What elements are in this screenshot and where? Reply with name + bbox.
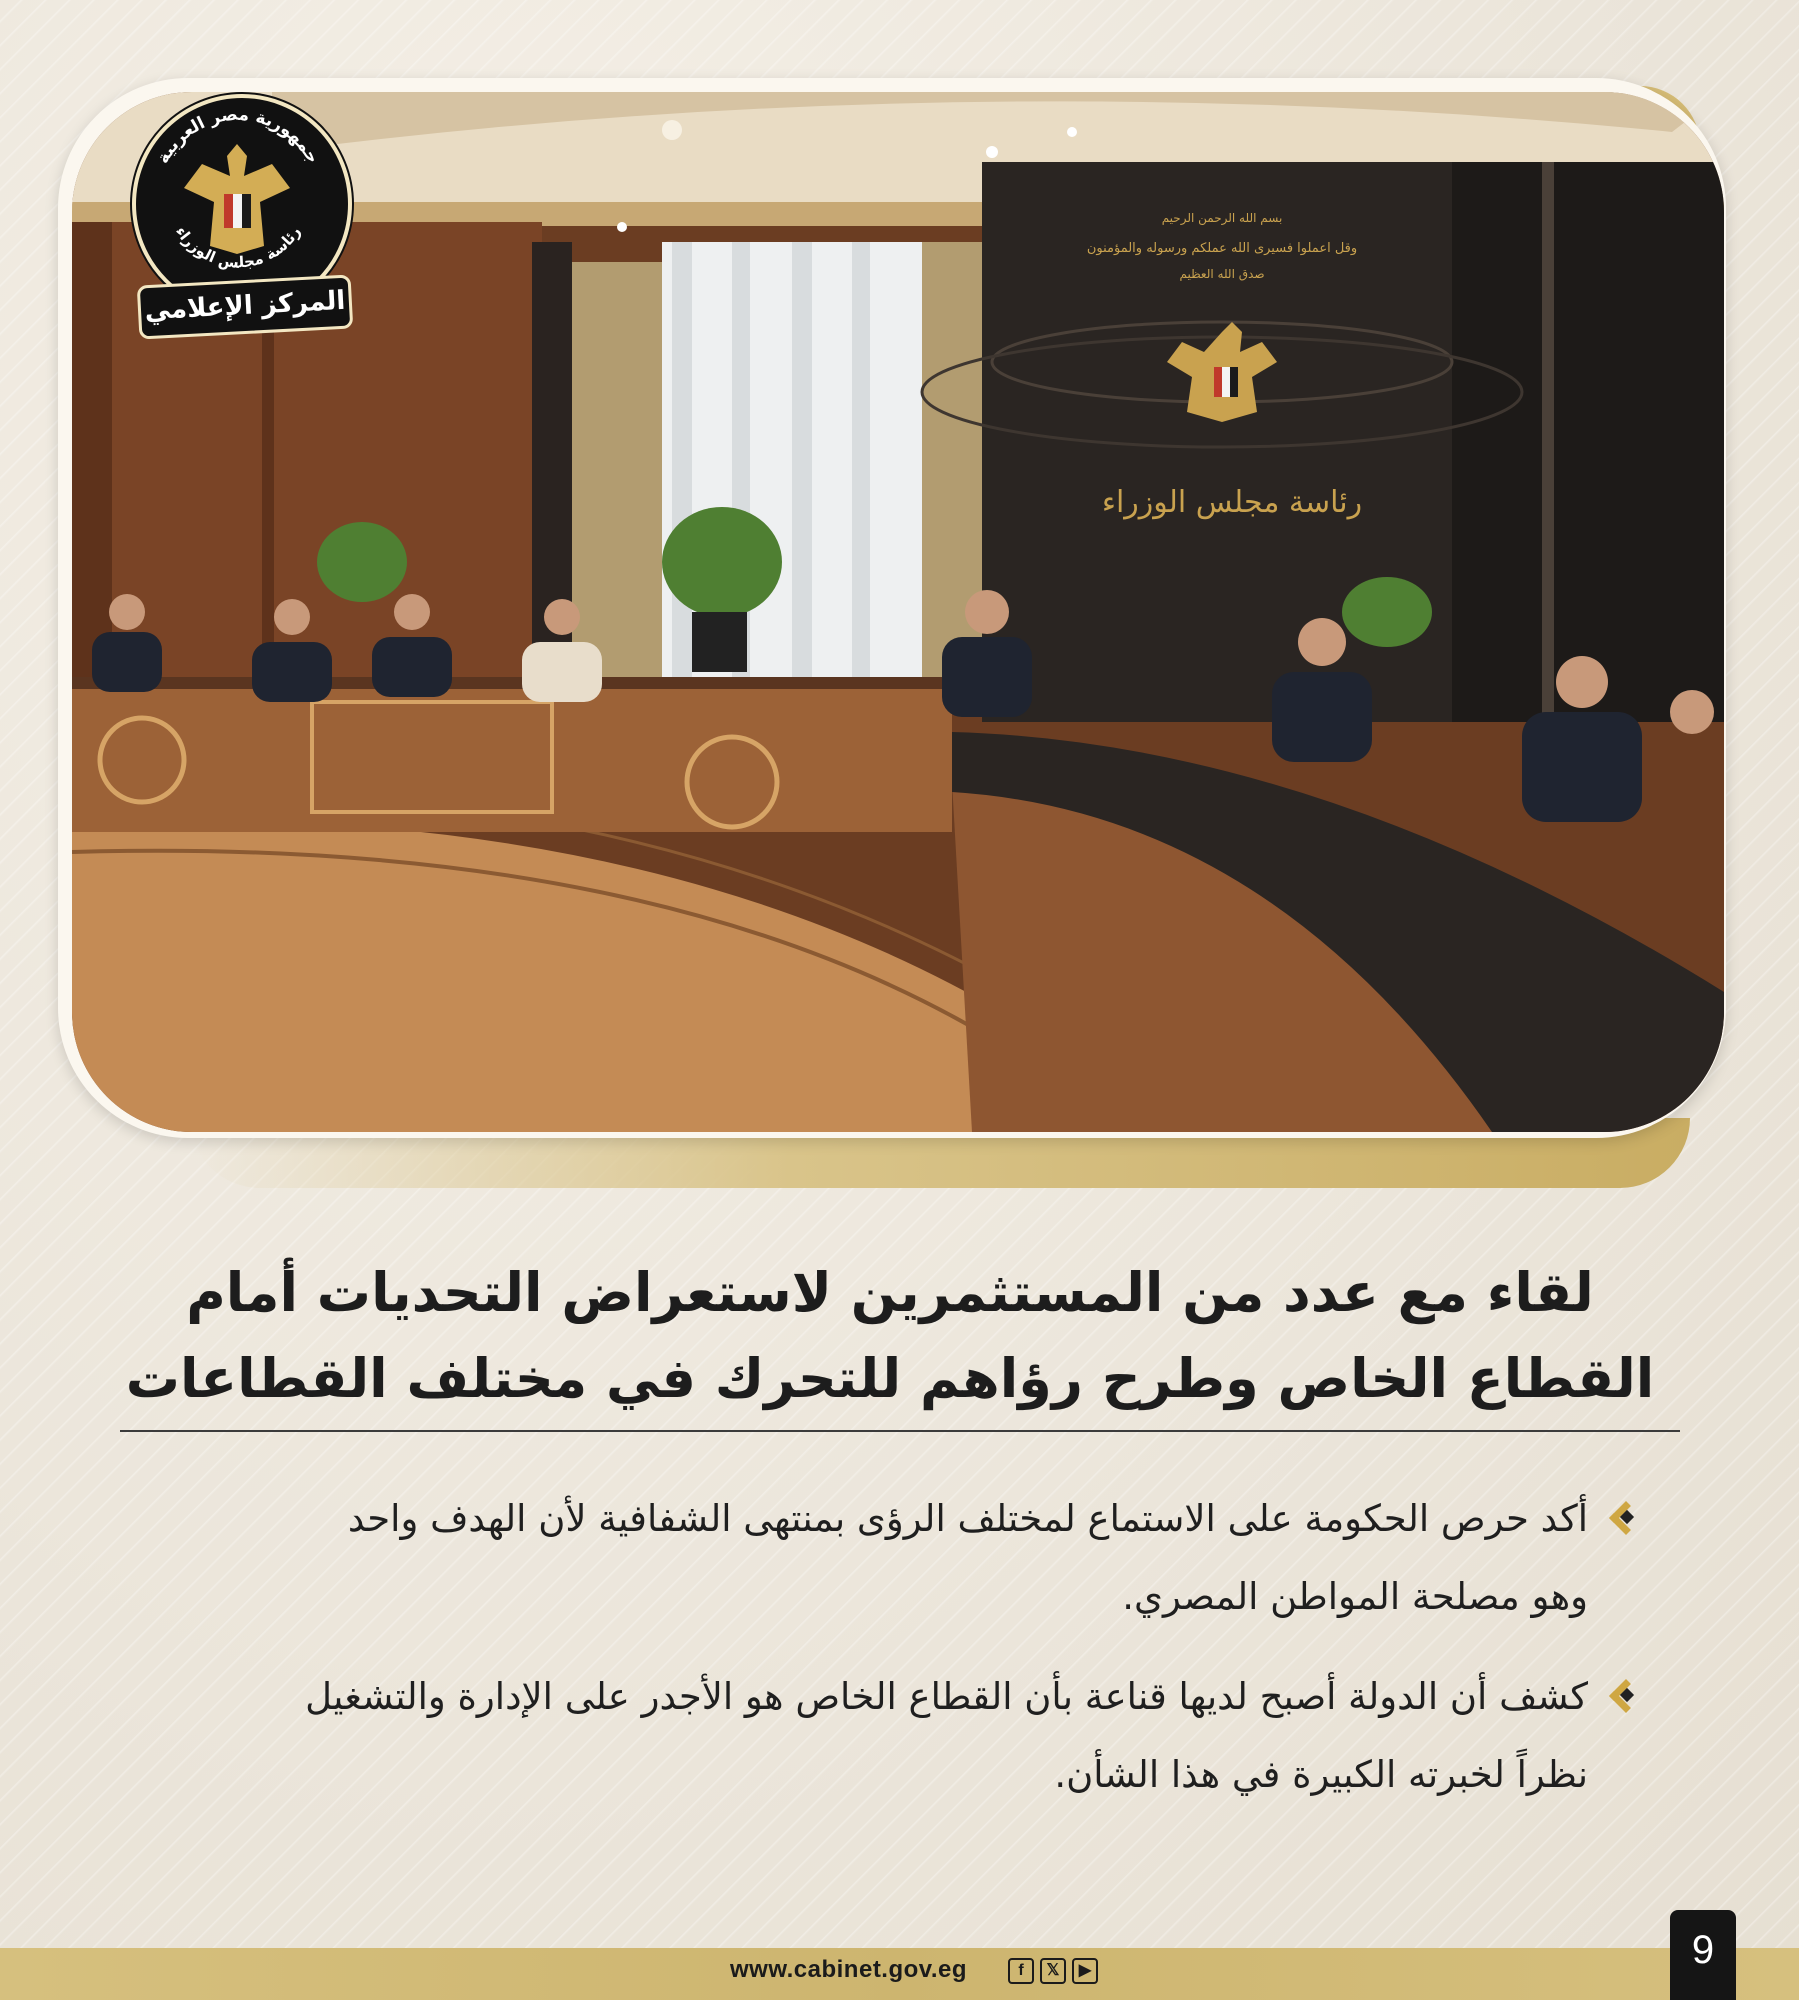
bullet-item: [120, 1658, 1640, 1814]
verse-line-2: وقل اعملوا فسيرى الله عملكم ورسوله والمؤمنون: [1086, 241, 1358, 256]
bullet-item: [120, 1480, 1640, 1636]
wall-inscription: رئاسة مجلس الوزراء: [1101, 485, 1363, 520]
bullet-text-line-1: أكد حرص الحكومة على الاستماع لمختلف الرؤى بمنتهى الشفافية لأن الهدف واحد: [347, 1497, 1588, 1540]
headline-line-1: لقاء مع عدد من المستثمرين لاستعراض التحديات أمام: [186, 1261, 1594, 1324]
verse-line-1: بسم الله الرحمن الرحيم: [1161, 211, 1283, 225]
media-center-logo: [120, 94, 360, 354]
bullet-text-line-2: وهو مصلحة المواطن المصري.: [1122, 1575, 1588, 1618]
youtube-icon[interactable]: ▶: [1072, 1958, 1098, 1984]
bullet-text-line-2: نظراً لخبرته الكبيرة في هذا الشأن.: [1054, 1753, 1588, 1796]
x-icon[interactable]: 𝕏: [1040, 1958, 1066, 1984]
facebook-icon[interactable]: f: [1008, 1958, 1034, 1984]
footer-website-link[interactable]: www.cabinet.gov.eg: [730, 1956, 968, 1983]
headline-divider: [120, 1430, 1680, 1432]
chevron-bullet-icon: [1614, 1504, 1640, 1530]
page-number: 9: [1670, 1910, 1736, 2000]
chevron-bullet-icon: [1614, 1682, 1640, 1708]
logo-ring-text-bottom: رئاسة مجلس الوزراء: [171, 223, 305, 272]
headline-line-2: القطاع الخاص وطرح رؤاهم للتحرك في مختلف القطاعات: [125, 1347, 1655, 1410]
eagle-icon: [172, 136, 302, 266]
bullet-text-line-1: كشف أن الدولة أصبح لديها قناعة بأن القطاع الخاص هو الأجدر على الإدارة والتشغيل: [305, 1675, 1588, 1718]
verse-line-3: صدق الله العظيم: [1179, 267, 1265, 281]
logo-banner: المركز الإعلامي: [137, 274, 354, 339]
logo-ring-text: جمهورية مصر العربية: [153, 104, 323, 168]
bullet-list: [120, 1480, 1640, 1836]
headline: [120, 1250, 1660, 1422]
